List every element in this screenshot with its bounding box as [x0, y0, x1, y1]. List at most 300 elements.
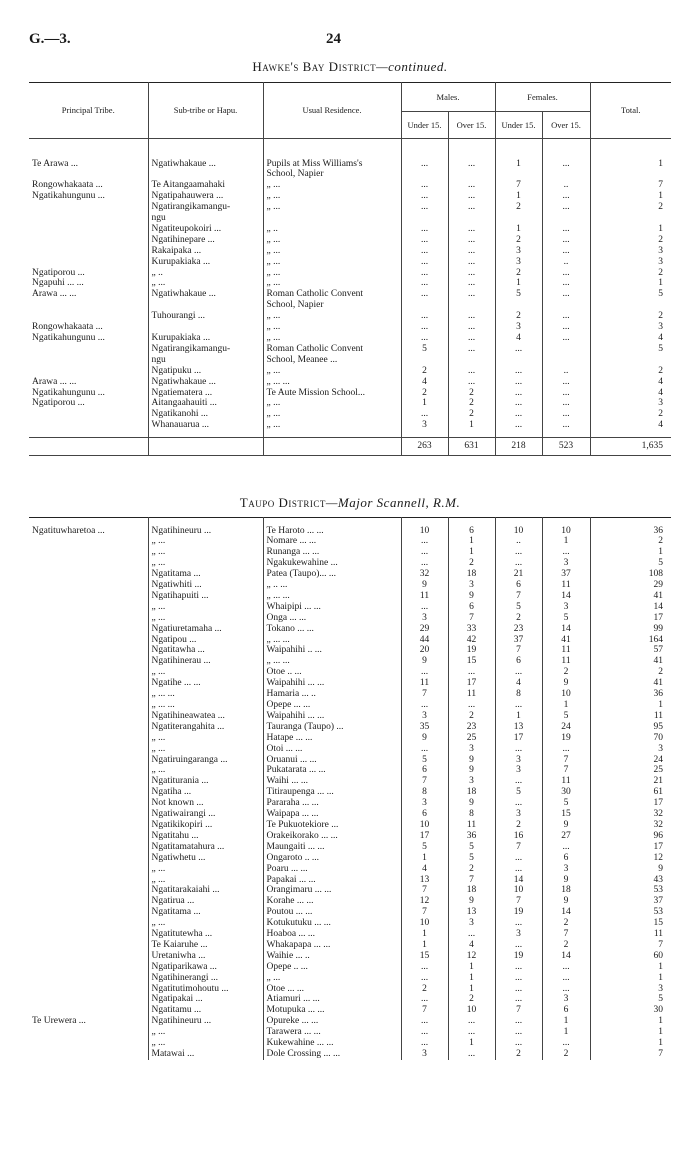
cell-males-under15: 7	[401, 689, 448, 700]
table-row	[29, 591, 671, 602]
cell-residence: Runanga ... ...	[263, 547, 401, 558]
cell-subtribe: Matawai ...	[148, 1049, 263, 1060]
cell-males-under15: 35	[401, 722, 448, 733]
cell-females-under15: ...	[495, 984, 542, 995]
cell-residence: „ ...	[263, 180, 401, 191]
cell-females-under15: 7	[495, 896, 542, 907]
cell-males-over15: ...	[448, 322, 495, 333]
cell-females-over15: ...	[542, 388, 590, 399]
col-header-subtribe: Sub-tribe or Hapu.	[148, 83, 263, 139]
cell-total: 164	[590, 635, 671, 646]
cell-subtribe: „ ...	[148, 602, 263, 613]
cell-tribe	[29, 940, 148, 951]
cell-total: 3	[590, 322, 671, 333]
cell-males-under15: 13	[401, 875, 448, 886]
cell-males-over15: 6	[448, 602, 495, 613]
table-row	[29, 984, 671, 995]
cell-total: 57	[590, 645, 671, 656]
cell-females-over15: 7	[542, 929, 590, 940]
cell-females-over15: ...	[542, 278, 590, 289]
cell-females-over15: 41	[542, 635, 590, 646]
cell-tribe	[29, 885, 148, 896]
cell-males-under15: ...	[401, 235, 448, 246]
cell-females-under15: ...	[495, 962, 542, 973]
cell-subtribe: Tuhourangi ...	[148, 311, 263, 322]
cell-females-under15: ...	[495, 700, 542, 711]
cell-females-under15: ...	[495, 366, 542, 377]
table-row	[29, 645, 671, 656]
table-row	[29, 409, 671, 420]
cell-total: 7	[590, 1049, 671, 1060]
cell-residence: Tauranga (Taupo) ...	[263, 722, 401, 733]
cell-males-under15: ...	[401, 602, 448, 613]
cell-residence: „ ...	[263, 973, 401, 984]
cell-subtribe: „ ...	[148, 278, 263, 289]
table-row	[29, 377, 671, 388]
cell-males-over15: ...	[448, 180, 495, 191]
cell-residence: Dole Crossing ... ...	[263, 1049, 401, 1060]
cell-females-over15: 14	[542, 624, 590, 635]
cell-total	[590, 355, 671, 366]
cell-total: 41	[590, 591, 671, 602]
cell-subtribe: Kurupakiaka ...	[148, 333, 263, 344]
table-row	[29, 700, 671, 711]
table-row	[29, 536, 671, 547]
cell-males-under15: 9	[401, 580, 448, 591]
table-row	[29, 311, 671, 322]
table-row	[29, 569, 671, 580]
cell-males-over15: 6	[448, 526, 495, 537]
cell-males-under15: ...	[401, 224, 448, 235]
cell-total: 3	[590, 246, 671, 257]
cell-residence: Waihie ... ..	[263, 951, 401, 962]
cell-males-over15: 17	[448, 678, 495, 689]
cell-tribe	[29, 1038, 148, 1049]
cell-females-under15: 1	[495, 224, 542, 235]
cell-females-under15: 5	[495, 289, 542, 300]
cell-subtribe: „ ... ...	[148, 700, 263, 711]
cell-males-under15: ...	[401, 700, 448, 711]
cell-males-over15: 3	[448, 918, 495, 929]
cell-total: 4	[590, 388, 671, 399]
cell-residence: Kotukutuku ... ...	[263, 918, 401, 929]
cell-total: 37	[590, 896, 671, 907]
cell-males-over15: 5	[448, 842, 495, 853]
cell-subtribe: „ ...	[148, 558, 263, 569]
cell-males-over15: 23	[448, 722, 495, 733]
cell-males-under15: ...	[401, 536, 448, 547]
cell-subtribe: Ngatitama ...	[148, 569, 263, 580]
cell-males-over15: 2	[448, 388, 495, 399]
cell-subtribe: „ ... ...	[148, 689, 263, 700]
cell-tribe	[29, 169, 148, 180]
total-males-under15: 263	[401, 437, 448, 455]
cell-tribe	[29, 536, 148, 547]
cell-total: 1	[590, 1027, 671, 1038]
cell-females-under15: ...	[495, 973, 542, 984]
cell-males-over15: 1	[448, 1038, 495, 1049]
cell-subtribe: Ngatiematera ...	[148, 388, 263, 399]
col-header-females: Females.	[495, 83, 590, 112]
cell-subtribe: „ ...	[148, 875, 263, 886]
cell-total: 60	[590, 951, 671, 962]
cell-tribe	[29, 1005, 148, 1016]
table-row	[29, 180, 671, 191]
table-row	[29, 689, 671, 700]
cell-females-under15: ...	[495, 409, 542, 420]
cell-subtribe: Ngatitutimohoutu ...	[148, 984, 263, 995]
cell-total: 17	[590, 798, 671, 809]
cell-subtribe: Ngatikanohi ...	[148, 409, 263, 420]
cell-males-under15: ...	[401, 180, 448, 191]
table-row	[29, 973, 671, 984]
cell-subtribe: „ ..	[148, 268, 263, 279]
cell-subtribe: Ngatiruingaranga ...	[148, 755, 263, 766]
table-row	[29, 798, 671, 809]
cell-tribe	[29, 624, 148, 635]
cell-males-over15: 3	[448, 776, 495, 787]
cell-residence: Opepe ... ...	[263, 700, 401, 711]
cell-males-under15	[401, 355, 448, 366]
cell-males-under15: 7	[401, 1005, 448, 1016]
cell-tribe	[29, 224, 148, 235]
cell-residence: Roman Catholic Convent	[263, 289, 401, 300]
cell-total: 2	[590, 311, 671, 322]
cell-females-over15: 2	[542, 940, 590, 951]
cell-residence: „ ...	[263, 409, 401, 420]
cell-males-over15: 10	[448, 1005, 495, 1016]
cell-total: 2	[590, 235, 671, 246]
cell-females-over15: ...	[542, 322, 590, 333]
cell-residence: Patea (Taupo)... ...	[263, 569, 401, 580]
cell-males-under15: ...	[401, 202, 448, 213]
cell-males-over15: 25	[448, 733, 495, 744]
cell-tribe	[29, 311, 148, 322]
cell-tribe	[29, 951, 148, 962]
cell-females-over15: 6	[542, 1005, 590, 1016]
table1-title-suffix: —continued.	[376, 59, 448, 74]
cell-females-over15: 14	[542, 907, 590, 918]
cell-total: 25	[590, 765, 671, 776]
cell-residence: Pukatarata ... ...	[263, 765, 401, 776]
cell-males-over15: ...	[448, 202, 495, 213]
cell-females-over15: 3	[542, 558, 590, 569]
cell-tribe: Arawa ... ...	[32, 289, 77, 300]
table-row	[29, 896, 671, 907]
cell-tribe	[29, 300, 148, 311]
cell-females-under15: ...	[495, 398, 542, 409]
cell-subtribe: Ngatihinerangi ...	[148, 973, 263, 984]
cell-subtribe: Ngatiwhakaue ...	[148, 377, 263, 388]
cell-subtribe: Rakaipaka ...	[148, 246, 263, 257]
cell-residence: Poutou ... ...	[263, 907, 401, 918]
cell-males-under15: ...	[401, 409, 448, 420]
cell-males-under15: 10	[401, 820, 448, 831]
cell-males-under15: ...	[401, 667, 448, 678]
cell-males-under15: 3	[401, 1049, 448, 1060]
cell-females-over15: 2	[542, 1049, 590, 1060]
table-row	[29, 776, 671, 787]
cell-tribe	[29, 831, 148, 842]
cell-males-under15: 8	[401, 787, 448, 798]
cell-residence: „ ...	[263, 246, 401, 257]
cell-males-over15: 2	[448, 409, 495, 420]
cell-tribe: Ngatikahungunu ...	[32, 333, 105, 343]
cell-females-under15	[495, 169, 542, 180]
table-row	[29, 667, 671, 678]
cell-females-under15: ...	[495, 1038, 542, 1049]
cell-females-under15: ...	[495, 377, 542, 388]
cell-tribe	[29, 635, 148, 646]
cell-females-over15: 3	[542, 864, 590, 875]
cell-males-over15: 7	[448, 613, 495, 624]
col-header-females-over15: Over 15.	[542, 112, 590, 139]
cell-residence: „ ... ...	[263, 635, 401, 646]
cell-females-under15: 10	[495, 526, 542, 537]
cell-males-under15: 20	[401, 645, 448, 656]
cell-females-over15	[542, 213, 590, 224]
cell-subtribe: Ngatihineawatea ...	[148, 711, 263, 722]
cell-males-over15: ...	[448, 278, 495, 289]
cell-residence: Te Aute Mission School...	[263, 388, 401, 399]
cell-females-over15	[542, 355, 590, 366]
cell-subtribe: Ngatipou ...	[148, 635, 263, 646]
cell-males-over15: ...	[448, 268, 495, 279]
cell-subtribe: Ngatitawha ...	[148, 645, 263, 656]
cell-residence: Te Pukuotekiore ...	[263, 820, 401, 831]
cell-total: 99	[590, 624, 671, 635]
cell-subtribe: „ ...	[148, 733, 263, 744]
cell-subtribe: Ngatirangikamangu-	[148, 344, 263, 355]
cell-females-under15: 16	[495, 831, 542, 842]
cell-total: 4	[590, 420, 671, 431]
cell-subtribe: Ngatitama ...	[148, 907, 263, 918]
cell-males-under15: 2	[401, 366, 448, 377]
cell-total: 41	[590, 678, 671, 689]
cell-females-over15: 1	[542, 536, 590, 547]
cell-tribe	[29, 962, 148, 973]
cell-total: 5	[590, 994, 671, 1005]
cell-residence: Whakapapa ... ...	[263, 940, 401, 951]
cell-subtribe: Te Aitangaamahaki	[148, 180, 263, 191]
cell-tribe: Ngatiporou ...	[32, 267, 85, 278]
table-row	[29, 1005, 671, 1016]
table-row	[29, 1038, 671, 1049]
cell-total: 2	[590, 667, 671, 678]
cell-total: 1	[590, 973, 671, 984]
cell-tribe	[29, 875, 148, 886]
cell-total: 29	[590, 580, 671, 591]
table-row	[29, 1049, 671, 1060]
cell-females-over15: ...	[542, 289, 590, 300]
cell-males-over15	[448, 300, 495, 311]
cell-females-over15: 9	[542, 678, 590, 689]
table-row	[29, 765, 671, 776]
cell-females-over15: ..	[542, 180, 590, 191]
cell-males-under15: 17	[401, 831, 448, 842]
cell-tribe	[29, 798, 148, 809]
cell-total: 4	[590, 333, 671, 344]
table1-title	[0, 59, 700, 75]
cell-subtribe: „ ...	[148, 547, 263, 558]
cell-residence: Roman Catholic Convent	[263, 344, 401, 355]
cell-total: 1	[590, 159, 671, 170]
cell-females-under15	[495, 355, 542, 366]
cell-tribe	[29, 591, 148, 602]
cell-subtribe: ngu	[148, 213, 263, 224]
cell-males-under15: ...	[401, 1016, 448, 1027]
cell-males-under15: ...	[401, 257, 448, 268]
cell-males-under15: 5	[401, 344, 448, 355]
cell-tribe	[29, 765, 148, 776]
cell-females-under15: 5	[495, 602, 542, 613]
cell-tribe	[29, 787, 148, 798]
cell-females-under15: 7	[495, 180, 542, 191]
cell-males-under15: 32	[401, 569, 448, 580]
cell-females-over15	[542, 169, 590, 180]
cell-tribe	[29, 366, 148, 377]
table-row	[29, 191, 671, 202]
cell-females-over15: ...	[542, 224, 590, 235]
cell-females-over15: 3	[542, 602, 590, 613]
cell-females-under15: ...	[495, 940, 542, 951]
cell-residence: Waihi ... ...	[263, 776, 401, 787]
cell-residence: „ ... ...	[263, 377, 401, 388]
cell-total: 2	[590, 366, 671, 377]
cell-residence: Motupuka ... ...	[263, 1005, 401, 1016]
cell-tribe: Rongowhakaata ...	[32, 180, 103, 191]
cell-males-under15: ...	[401, 973, 448, 984]
cell-males-under15: ...	[401, 159, 448, 170]
cell-tribe	[29, 755, 148, 766]
cell-tribe	[29, 678, 148, 689]
cell-females-over15: ...	[542, 1038, 590, 1049]
cell-total: 7	[590, 180, 671, 191]
cell-tribe	[29, 700, 148, 711]
cell-males-under15: 15	[401, 951, 448, 962]
cell-females-under15: 2	[495, 613, 542, 624]
cell-males-over15: 9	[448, 591, 495, 602]
cell-females-under15: ...	[495, 547, 542, 558]
cell-residence: „ ...	[263, 420, 401, 431]
cell-residence: „ ...	[263, 257, 401, 268]
cell-males-under15: 4	[401, 864, 448, 875]
cell-females-over15	[542, 300, 590, 311]
cell-tribe	[29, 569, 148, 580]
cell-females-under15: 1	[495, 278, 542, 289]
cell-residence: Poaru ... ...	[263, 864, 401, 875]
cell-males-under15: 2	[401, 388, 448, 399]
cell-males-under15: ...	[401, 547, 448, 558]
table-row	[29, 602, 671, 613]
cell-females-under15: 2	[495, 235, 542, 246]
cell-residence: „ ..	[263, 224, 401, 235]
cell-tribe	[29, 235, 148, 246]
table-row	[29, 235, 671, 246]
cell-total: 14	[590, 602, 671, 613]
hawkes-bay-table-body	[29, 159, 671, 432]
cell-females-under15: 21	[495, 569, 542, 580]
table-row	[29, 853, 671, 864]
cell-females-over15: ...	[542, 973, 590, 984]
taupo-table	[29, 517, 671, 1060]
cell-males-over15	[448, 355, 495, 366]
cell-males-under15: ...	[401, 191, 448, 202]
cell-males-under15: ...	[401, 289, 448, 300]
cell-subtribe	[148, 169, 263, 180]
cell-tribe	[29, 973, 148, 984]
cell-males-under15: 11	[401, 678, 448, 689]
cell-females-over15: 7	[542, 755, 590, 766]
cell-females-over15: 14	[542, 591, 590, 602]
cell-tribe: Arawa ... ...	[32, 376, 77, 387]
cell-total: 2	[590, 536, 671, 547]
cell-tribe: Te Arawa ...	[32, 158, 79, 169]
table-row	[29, 875, 671, 886]
cell-total: 7	[590, 940, 671, 951]
cell-tribe	[29, 929, 148, 940]
cell-females-under15: 3	[495, 765, 542, 776]
cell-subtribe: „ ...	[148, 536, 263, 547]
cell-males-over15: ...	[448, 289, 495, 300]
cell-males-under15: ...	[401, 268, 448, 279]
table-row	[29, 711, 671, 722]
cell-females-under15: ...	[495, 1027, 542, 1038]
cell-residence: Hamaria ... ..	[263, 689, 401, 700]
cell-tribe	[29, 355, 148, 366]
cell-females-under15: 13	[495, 722, 542, 733]
cell-residence: Otoe .. ...	[263, 667, 401, 678]
cell-females-under15: 10	[495, 885, 542, 896]
cell-total: 11	[590, 929, 671, 940]
cell-tribe	[29, 853, 148, 864]
cell-total: 1	[590, 278, 671, 289]
cell-subtribe: „ ...	[148, 613, 263, 624]
cell-residence: Atiamuri ... ...	[263, 994, 401, 1005]
cell-subtribe: „ ...	[148, 1038, 263, 1049]
cell-females-over15: ...	[542, 202, 590, 213]
cell-females-over15	[542, 344, 590, 355]
cell-males-under15	[401, 169, 448, 180]
cell-females-over15: ...	[542, 377, 590, 388]
cell-subtribe: Not known ...	[148, 798, 263, 809]
table-row	[29, 366, 671, 377]
cell-males-under15: ...	[401, 246, 448, 257]
table-row	[29, 820, 671, 831]
cell-females-under15: 2	[495, 268, 542, 279]
table-row	[29, 547, 671, 558]
cell-total: 95	[590, 722, 671, 733]
cell-females-under15: ...	[495, 388, 542, 399]
table-row	[29, 333, 671, 344]
cell-total	[590, 213, 671, 224]
cell-males-under15: ...	[401, 1038, 448, 1049]
cell-females-under15: 4	[495, 333, 542, 344]
cell-tribe	[29, 645, 148, 656]
cell-total: 17	[590, 842, 671, 853]
cell-males-under15: 11	[401, 591, 448, 602]
cell-males-over15: ...	[448, 224, 495, 235]
cell-residence: Waipahihi ... ...	[263, 711, 401, 722]
cell-tribe	[29, 896, 148, 907]
cell-subtribe: Ngatiuretamaha ...	[148, 624, 263, 635]
cell-subtribe: Ngatiwhiti ...	[148, 580, 263, 591]
cell-females-under15: 19	[495, 951, 542, 962]
cell-females-over15: 15	[542, 809, 590, 820]
cell-males-over15: 8	[448, 809, 495, 820]
table2-title-main: Taupo District	[239, 495, 326, 510]
cell-males-over15: 3	[448, 744, 495, 755]
